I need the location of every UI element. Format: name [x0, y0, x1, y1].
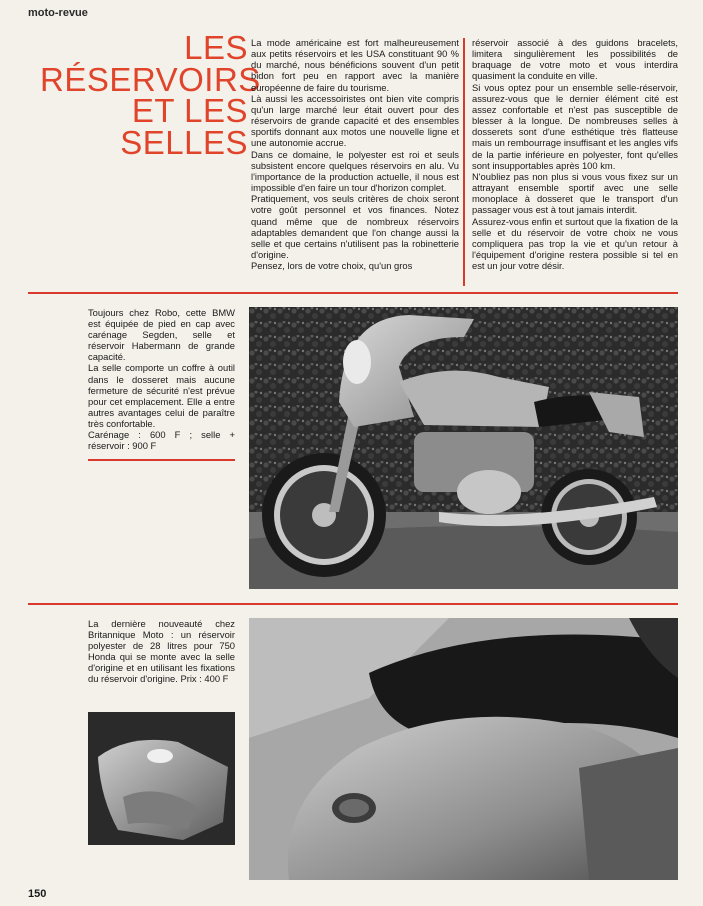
paragraph: La mode américaine est fort malheureusement aux petits réservoirs et les USA constituant 90 % du marché, nous bénéficions souvent d'un petit bidon fort peu en rapport avec la manière européenne de faire du tourisme.	[251, 37, 459, 93]
caption-rule	[88, 459, 235, 461]
page-number: 150	[28, 888, 47, 900]
paragraph: N'oubliez pas non plus si vous vous fixez sur un attrayant ensemble sportif avec une selle monoplace à dosseret que le transport d'un passager vous est à tout jamais interdit.	[472, 170, 678, 216]
section-header: moto-revue	[28, 7, 88, 19]
paragraph: Dans ce domaine, le polyester est roi et seuls subsistent encore quelques réservoirs en alu. Vu l'importance de la production actuelle, il nous est impossible d'en faire un tour d'horizon complet.	[251, 148, 459, 194]
polyester-tank-photo	[88, 712, 235, 845]
paragraph: Pratiquement, vos seuls critères de choix seront votre goût personnel et vos finances. Notez quand même que de nombreux réservoirs adaptables demandent que l'on change aussi la selle et que certains n'utilisent pas la robinetterie d'origine.	[251, 193, 459, 260]
paragraph: Pensez, lors de votre choix, qu'un gros	[251, 260, 413, 272]
paragraph: Si vous optez pour un ensemble selle-réservoir, assurez-vous que le dernier élément cité est assez confortable et n'est pas susceptible de blesser à la longue. De nombreuses selles à dosserets sont d'une esthétique très flatteuse mais un rembourrage insuffisant et les angles vifs de la partie inférieure en polyester, font qu'elles sont insupportables après 100 km.	[472, 81, 678, 171]
section-rule	[28, 292, 678, 294]
caption-honda-tank	[88, 618, 235, 685]
honda-tank-seat-photo	[249, 618, 678, 880]
article-title	[40, 29, 261, 161]
title-line: ET LES	[131, 92, 248, 129]
caption-paragraph: La selle comporte un coffre à outil dans le dosseret mais aucune fermeture de sécurité n'est prévue pour cet emplacement. Elle a entre autres avantages celui de paraître très confortable.	[88, 362, 235, 429]
article-column-1	[251, 37, 459, 271]
section-rule	[28, 603, 678, 605]
title-line: RÉSERVOIRS	[40, 60, 261, 98]
caption-paragraph: La dernière nouveauté chez Britannique Moto : un réservoir polyester de 28 litres pour 750 Honda qui se monte avec la selle d'origine et en utilisant les fixations du réservoir d'origine. Prix : 400 F	[88, 618, 235, 685]
bmw-motorcycle-photo	[249, 307, 678, 589]
caption-paragraph: Toujours chez Robo, cette BMW est équipée de pied en cap avec carénage Segden, selle et réservoir Habermann de grande capacité.	[88, 307, 235, 363]
paragraph: Assurez-vous enfin et surtout que la fixation de la selle et du réservoir de votre choix ne vous compliquera pas trop la vie et qu'un retour à l'équipement d'origine restera possible si tel en est un jour votre désir.	[472, 215, 678, 272]
title-line: LES	[184, 29, 248, 66]
paragraph: Là aussi les accessoiristes ont bien vite compris qu'un large marché leur était ouvert pour des réservoirs de grande capacité et des ensembles sportifs donnant aux motos une nouvelle ligne et une autonomie accrue.	[251, 92, 459, 149]
paragraph: réservoir associé à des guidons bracelets, limitera singulièrement les possibilités de braquage de votre moto et vous interdira quasiment la conduite en ville.	[472, 37, 678, 82]
title-line: SELLES	[120, 123, 248, 161]
article-column-2	[472, 37, 678, 271]
caption-bmw	[88, 307, 235, 451]
caption-paragraph: Carénage : 600 F ; selle + réservoir : 900 F	[88, 429, 235, 452]
column-divider	[463, 38, 465, 286]
